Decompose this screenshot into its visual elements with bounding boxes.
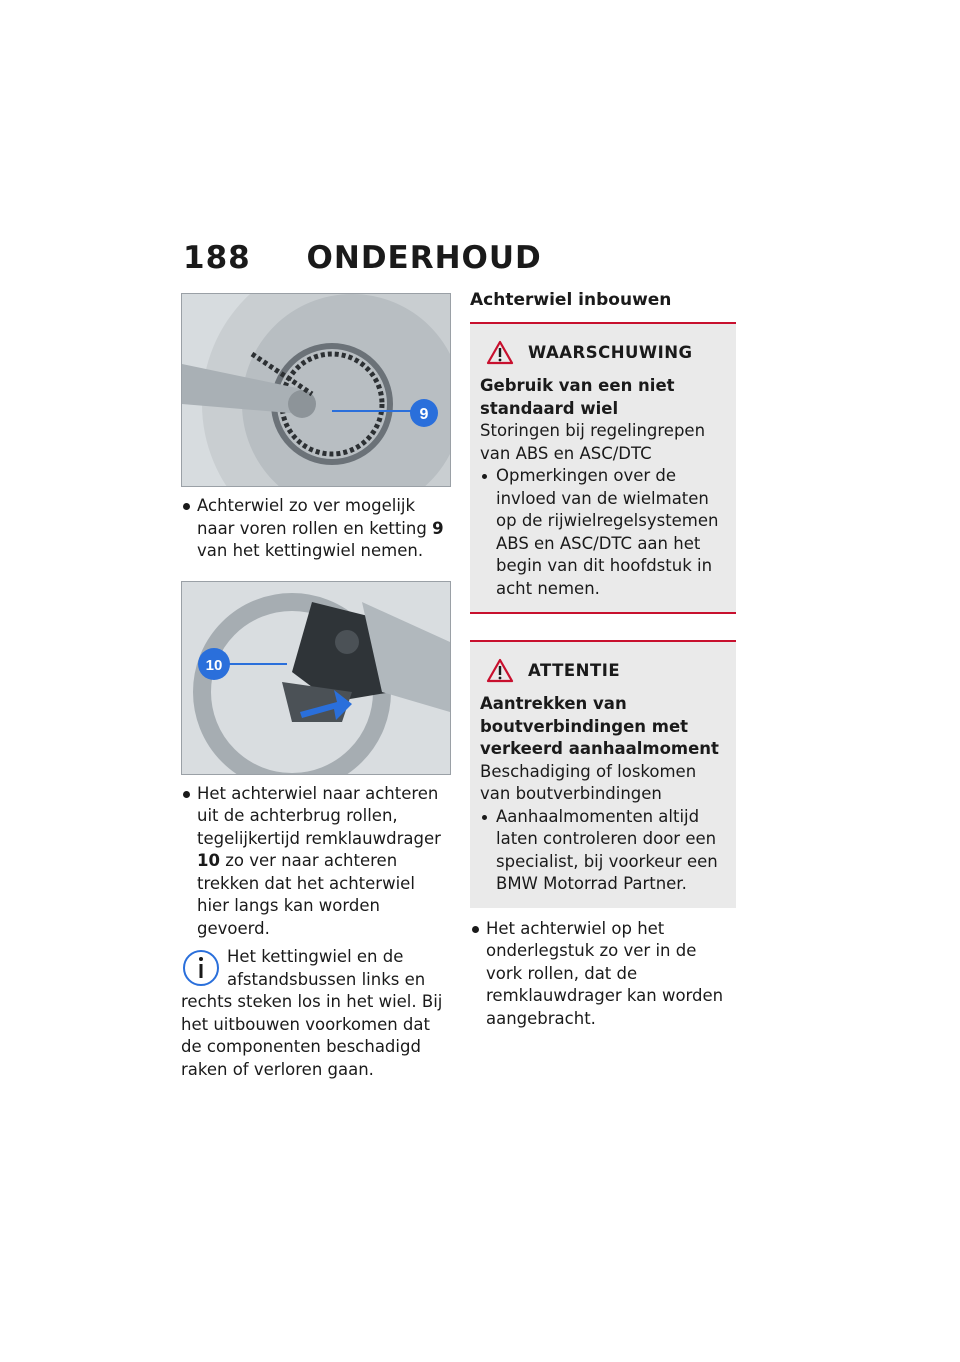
attention-label: ATTENTIE [528,661,621,680]
info-note [181,946,451,1081]
warning-heading: Gebruik van een niet standaard wiel [480,376,675,418]
callout-9: 9 [419,406,429,423]
attention-action: Aanhaalmomenten altijd laten controleren door een specialist, bij voorkeur een BMW Motorrad Partner. [480,806,726,896]
warning-triangle-icon [486,340,514,365]
info-icon [181,948,221,988]
step-install-wheel: Het achterwiel op het onderlegstuk zo ver in de vork rollen, dat de remklauwdrager kan worden aangebracht. [470,918,736,1031]
attention-consequence: Beschadiging of loskomen van boutverbindingen [480,761,697,803]
page-header [183,240,542,276]
left-column [181,293,451,1081]
attention-heading: Aantrekken van boutverbindingen met verkeerd aanhaalmoment [480,694,719,758]
page-number: 188 [183,240,251,276]
chapter-title: ONDERHOUD [306,240,542,276]
right-column [470,290,736,1030]
step-remove-chain: Achterwiel zo ver mogelijk naar voren rollen en ketting 9 van het kettingwiel nemen. [181,495,451,563]
warning-consequence: Storingen bij regelingrepen van ABS en ASC/DTC [480,421,706,463]
warning-label: WAARSCHUWING [528,343,693,362]
callout-10: 10 [205,656,223,674]
ref-9: 9 [432,518,444,538]
figure-chain-sprocket [181,293,451,487]
warning-box [470,324,736,612]
warning-action: Opmerkingen over de invloed van de wielmaten op de rijwielregelsystemen ABS en ASC/DTC aan het begin van dit hoofdstuk in acht nemen. [480,465,726,600]
ref-10: 10 [197,851,220,870]
section-title: Achterwiel inbouwen [470,290,672,310]
attention-box [470,642,736,908]
figure-brake-caliper [181,581,451,775]
warning-triangle-icon [486,658,514,683]
step-roll-wheel-back: Het achterwiel naar achteren uit de achterbrug rollen, tegelijkertijd remklauwdrager 10 zo ver naar achteren trekken dat het achterwiel hier langs kan worden gevoerd. [181,783,451,941]
note-text: Het kettingwiel en de afstandsbussen links en rechts steken los in het wiel. Bij het uitbouwen voorkomen dat de componenten beschadigd raken of verloren gaan. [181,947,443,1079]
